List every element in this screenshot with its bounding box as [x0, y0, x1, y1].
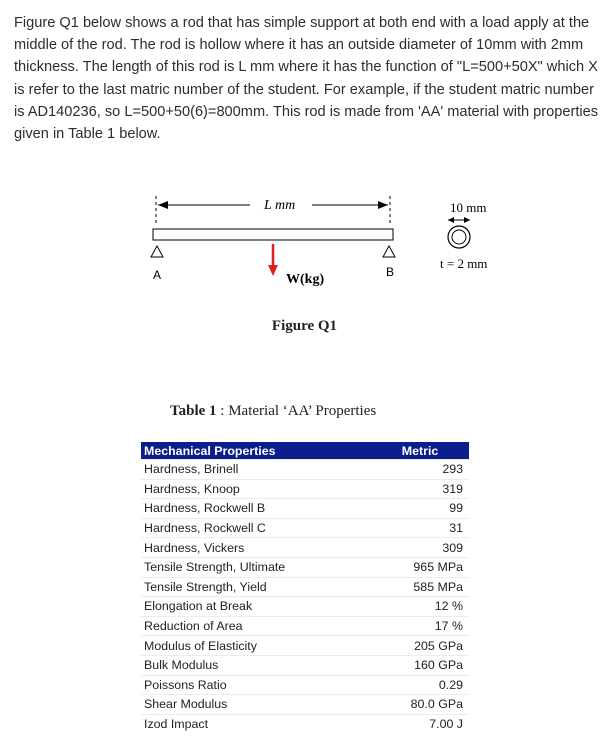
diameter-arrowhead-left: [448, 217, 454, 223]
table-header-row: [141, 442, 469, 460]
table-row: [141, 538, 469, 558]
support-a-triangle: [151, 246, 163, 257]
support-a-label: A: [153, 268, 162, 282]
property-name: Hardness, Vickers: [141, 538, 371, 558]
property-value: 965 MPa: [371, 557, 469, 577]
material-properties-table: [141, 442, 469, 733]
table-caption: [170, 403, 376, 420]
diameter-label: 10 mm: [450, 200, 487, 215]
property-value: 319: [371, 479, 469, 499]
property-name: Bulk Modulus: [141, 655, 371, 675]
table-row: [141, 557, 469, 577]
property-value: 309: [371, 538, 469, 558]
table-caption-number: Table 1: [170, 403, 217, 419]
table-row: [141, 479, 469, 499]
property-name: Hardness, Rockwell B: [141, 499, 371, 519]
dimension-arrowhead-left: [158, 201, 168, 209]
property-value: 17 %: [371, 616, 469, 636]
property-value: 80.0 GPa: [371, 695, 469, 715]
property-name: Hardness, Rockwell C: [141, 518, 371, 538]
table-row: [141, 655, 469, 675]
cross-section-inner-circle: [452, 230, 466, 244]
table-row: [141, 695, 469, 715]
table-caption-title: : Material ‘AA’ Properties: [216, 403, 377, 419]
header-mechanical-properties: Mechanical Properties: [141, 442, 371, 460]
header-metric: Metric: [371, 442, 469, 460]
property-value: 12 %: [371, 597, 469, 617]
property-value: 205 GPa: [371, 636, 469, 656]
table-row: [141, 460, 469, 480]
problem-statement: Figure Q1 below shows a rod that has simple support at both end with a load apply at the middle of the rod. The rod is hollow where it has an outside diameter of 10mm with 2mm thickness. The length of this rod is L mm where it has the function of "L=500+50X" which X is refer to the last matric number of the student. For example, if the student matric number is AD140236, so L=500+50(6)=800mm. This rod is made from 'AA' material with properties given in Table 1 below.: [14, 15, 599, 143]
property-name: Elongation at Break: [141, 597, 371, 617]
property-name: Izod Impact: [141, 714, 371, 733]
dimension-arrowhead-right: [378, 201, 388, 209]
property-name: Modulus of Elasticity: [141, 636, 371, 656]
load-arrowhead: [268, 265, 278, 276]
table-row: [141, 518, 469, 538]
property-name: Tensile Strength, Yield: [141, 577, 371, 597]
table-row: [141, 499, 469, 519]
figure-caption: Figure Q1: [271, 318, 338, 334]
load-label: W(kg): [286, 272, 325, 287]
rod: [153, 229, 393, 240]
table-row: [141, 616, 469, 636]
support-b-label: B: [386, 265, 395, 279]
table-row: [141, 714, 469, 733]
property-value: 31: [371, 518, 469, 538]
property-value: 0.29: [371, 675, 469, 695]
table-row: [141, 675, 469, 695]
table-row: [141, 597, 469, 617]
property-name: Hardness, Knoop: [141, 479, 371, 499]
property-name: Tensile Strength, Ultimate: [141, 557, 371, 577]
table-row: [141, 577, 469, 597]
diameter-arrowhead-right: [464, 217, 470, 223]
property-name: Poissons Ratio: [141, 675, 371, 695]
property-value: 7.00 J: [371, 714, 469, 733]
table-row: [141, 636, 469, 656]
property-name: Shear Modulus: [141, 695, 371, 715]
property-value: 585 MPa: [371, 577, 469, 597]
property-value: 160 GPa: [371, 655, 469, 675]
support-b-triangle: [383, 246, 395, 257]
property-name: Reduction of Area: [141, 616, 371, 636]
property-name: Hardness, Brinell: [141, 460, 371, 480]
property-value: 293: [371, 460, 469, 480]
property-value: 99: [371, 499, 469, 519]
thickness-label: t = 2 mm: [440, 256, 488, 271]
length-label: L mm: [264, 198, 296, 213]
